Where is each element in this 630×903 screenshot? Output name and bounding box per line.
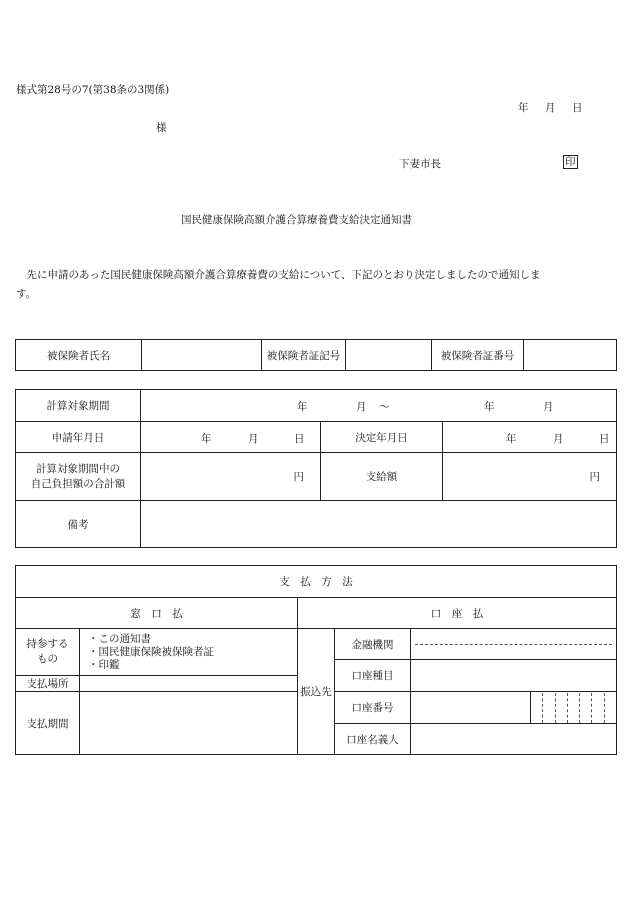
decision-date-label: 決定年月日 (321, 422, 443, 453)
account-number-label: 口座番号 (335, 692, 411, 724)
dec-year: 年 (506, 433, 517, 445)
account-type-label: 口座種目 (335, 660, 411, 692)
decision-date-field[interactable] (443, 422, 617, 453)
place-field[interactable] (80, 676, 298, 692)
app-month: 月 (248, 433, 259, 445)
account-type-field[interactable] (411, 660, 617, 692)
place-label: 支払場所 (16, 676, 80, 692)
account-payment-title: 口 座 払 (298, 598, 617, 629)
date-line: 年 月 日 (518, 102, 586, 114)
payment-amount-yen: 円 (589, 471, 601, 483)
insured-name-label: 被保険者氏名 (16, 340, 142, 371)
remarks-field[interactable] (141, 501, 617, 548)
dec-day: 日 (599, 433, 610, 445)
official-seal: 印 (565, 156, 576, 168)
period-end-month: 月 (543, 401, 554, 413)
bring-items-label (16, 629, 80, 676)
card-symbol-field[interactable] (346, 340, 432, 371)
bank-field[interactable] (411, 629, 617, 660)
payment-method-table (15, 565, 617, 755)
app-year: 年 (201, 433, 212, 445)
bring-items-label-line-1: 持参する (26, 638, 69, 650)
bring-item: ・この通知書 (88, 632, 151, 645)
remarks-label: 備考 (16, 501, 141, 548)
application-date-label: 申請年月日 (16, 422, 141, 453)
application-date-field[interactable] (141, 422, 321, 453)
period-start-year: 年 (297, 401, 308, 413)
body-text-line-1: 先に申請のあった国民健康保険高額介護合算療養費の支給について、下記のとおり決定しましたので通知しま (16, 269, 541, 281)
self-pay-label-line-1: 計算対象期間中の (36, 462, 120, 475)
payment-method-title: 支 払 方 法 (16, 566, 617, 598)
document-title: 国民健康保険高額介護合算療養費支給決定通知書 (181, 214, 412, 226)
account-holder-field[interactable] (411, 724, 617, 755)
account-number-digits[interactable] (531, 692, 617, 724)
app-day: 日 (294, 433, 305, 445)
self-pay-label (16, 453, 141, 501)
bring-item: ・国民健康保険被保険者証 (88, 645, 214, 658)
payment-period-field[interactable] (80, 692, 298, 755)
addressee-suffix: 様 (156, 122, 167, 134)
calculation-table (15, 389, 617, 548)
payment-amount-field[interactable] (443, 453, 617, 501)
insured-name-field[interactable] (142, 340, 262, 371)
issuer-name: 下妻市長 (399, 158, 441, 170)
self-pay-label-line-2: 自己負担額の合計額 (30, 477, 126, 490)
card-number-label: 被保険者証番号 (432, 340, 524, 371)
period-tilde: 〜 (379, 401, 390, 413)
insured-table (15, 339, 617, 371)
period-end-year: 年 (484, 401, 495, 413)
bank-label: 金融機関 (335, 629, 411, 660)
period-field[interactable] (141, 390, 617, 422)
period-label: 計算対象期間 (16, 390, 141, 422)
card-symbol-label: 被保険者証記号 (262, 340, 346, 371)
bank-dotted-line (415, 644, 612, 645)
body-text-line-2: す。 (16, 288, 37, 300)
bring-items-label-line-2: もの (37, 653, 58, 665)
period-start-month: 月 (356, 401, 367, 413)
account-number-digit-boxes (531, 693, 616, 723)
self-pay-yen: 円 (293, 471, 304, 483)
payment-amount-label: 支給額 (321, 453, 443, 501)
self-pay-field[interactable] (141, 453, 321, 501)
payment-period-label: 支払期間 (16, 692, 80, 755)
counter-payment-title: 窓 口 払 (16, 598, 298, 629)
account-holder-label: 口座名義人 (335, 724, 411, 755)
form-number: 様式第28号の7(第38条の3関係) (16, 84, 170, 96)
transfer-label: 振込先 (298, 629, 335, 755)
bring-items-list (80, 629, 298, 676)
dec-month: 月 (553, 433, 564, 445)
card-number-field[interactable] (524, 340, 617, 371)
account-number-field[interactable] (411, 692, 531, 724)
bring-item: ・印鑑 (88, 658, 120, 671)
